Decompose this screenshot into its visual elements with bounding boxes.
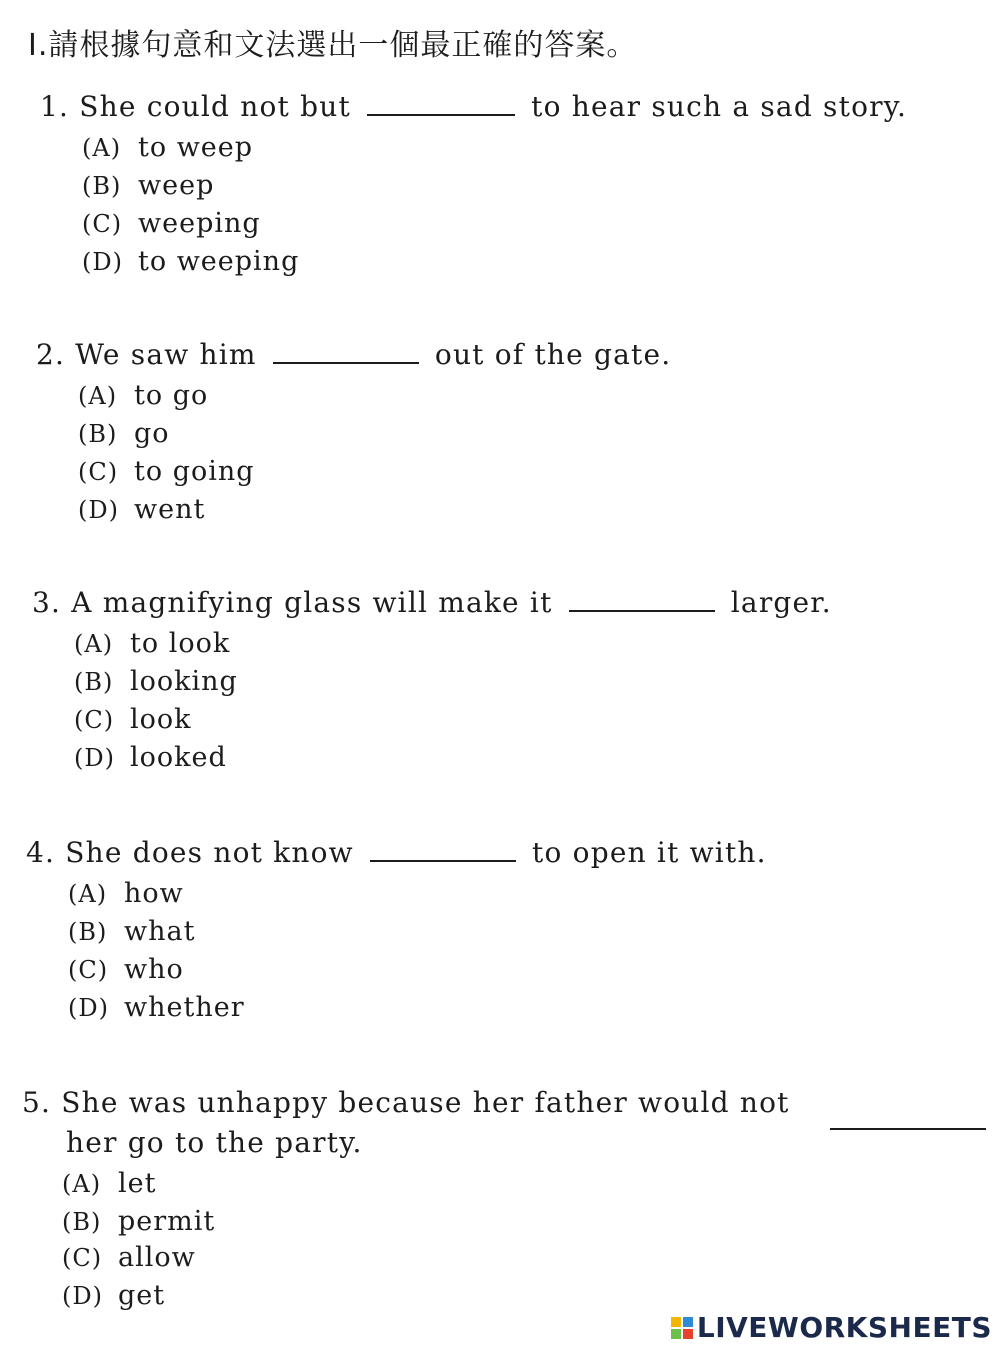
option-text: looking (130, 666, 238, 697)
question-5 (22, 1086, 790, 1119)
question-stem-after: her go to the party. (66, 1126, 363, 1159)
option-d[interactable] (62, 1280, 165, 1311)
question-stem-before: We saw him (75, 338, 257, 371)
option-c[interactable] (78, 456, 255, 487)
question-number: 4. (26, 836, 56, 869)
option-text: permit (118, 1206, 216, 1237)
option-letter: (B) (62, 1208, 102, 1236)
question-stem-before: A magnifying glass will make it (71, 586, 553, 619)
option-letter: (A) (74, 630, 114, 658)
option-a[interactable] (82, 132, 253, 163)
option-letter: (C) (78, 458, 119, 486)
option-letter: (D) (68, 994, 109, 1022)
answer-blank[interactable] (273, 344, 419, 364)
option-d[interactable] (78, 494, 205, 525)
option-letter: (D) (62, 1282, 103, 1310)
option-letter: (A) (82, 134, 122, 162)
answer-blank[interactable] (569, 592, 715, 612)
option-letter: (B) (78, 420, 118, 448)
question-4 (26, 836, 767, 869)
option-text: look (130, 704, 192, 735)
question-stem-before: She could not but (79, 90, 351, 123)
option-letter: (C) (62, 1244, 103, 1272)
liveworksheets-logo (671, 1311, 992, 1344)
question-number: 2. (36, 338, 66, 371)
option-b[interactable] (68, 916, 195, 947)
option-text: how (124, 878, 184, 909)
option-a[interactable] (68, 878, 184, 909)
option-d[interactable] (68, 992, 245, 1023)
question-2 (36, 338, 671, 371)
option-letter: (D) (82, 248, 123, 276)
option-text: allow (118, 1242, 196, 1273)
answer-blank[interactable] (367, 96, 515, 116)
option-text: weeping (138, 208, 261, 239)
question-stem-after: out of the gate. (434, 338, 672, 371)
option-text: to weep (138, 132, 254, 163)
option-text: whether (124, 992, 245, 1023)
option-text: let (118, 1168, 157, 1199)
option-text: to going (134, 456, 255, 487)
question-number: 1. (40, 90, 70, 123)
answer-blank[interactable] (830, 1128, 986, 1130)
option-a[interactable] (78, 380, 208, 411)
brand-name: LIVEWORKSHEETS (696, 1311, 992, 1344)
option-c[interactable] (68, 954, 184, 985)
question-stem-before: She does not know (65, 836, 354, 869)
question-stem-before: She was unhappy because her father would not (61, 1086, 790, 1119)
option-letter: (C) (68, 956, 109, 984)
option-text: who (124, 954, 184, 985)
option-b[interactable] (74, 666, 238, 697)
option-b[interactable] (62, 1206, 215, 1237)
question-number: 5. (22, 1086, 52, 1119)
option-text: went (134, 494, 206, 525)
option-letter: (A) (62, 1170, 102, 1198)
option-letter: (B) (82, 172, 122, 200)
option-b[interactable] (78, 418, 170, 449)
option-text: weep (138, 170, 215, 201)
option-letter: (C) (74, 706, 115, 734)
option-text: looked (130, 742, 227, 773)
option-text: get (118, 1280, 166, 1311)
question-3 (32, 586, 832, 619)
option-b[interactable] (82, 170, 214, 201)
logo-squares-icon (671, 1317, 693, 1339)
option-text: to go (134, 380, 209, 411)
option-letter: (C) (82, 210, 123, 238)
answer-blank[interactable] (370, 842, 516, 862)
option-text: to weeping (138, 246, 300, 277)
question-stem-after: to open it with. (532, 836, 767, 869)
option-text: go (134, 418, 170, 449)
option-letter: (B) (68, 918, 108, 946)
option-text: to look (130, 628, 231, 659)
option-letter: (D) (78, 496, 119, 524)
option-c[interactable] (62, 1242, 196, 1273)
option-d[interactable] (82, 246, 299, 277)
option-a[interactable] (74, 628, 230, 659)
option-letter: (B) (74, 668, 114, 696)
option-text: what (124, 916, 196, 947)
question-1 (40, 90, 907, 123)
option-letter: (A) (78, 382, 118, 410)
option-c[interactable] (74, 704, 192, 735)
option-d[interactable] (74, 742, 227, 773)
question-5-continued (66, 1126, 363, 1159)
option-a[interactable] (62, 1168, 156, 1199)
option-letter: (D) (74, 744, 115, 772)
option-c[interactable] (82, 208, 261, 239)
option-letter: (A) (68, 880, 108, 908)
question-number: 3. (32, 586, 62, 619)
section-heading: I.請根據句意和文法選出一個最正確的答案。 (28, 28, 638, 63)
question-stem-after: to hear such a sad story. (531, 90, 908, 123)
question-stem-after: larger. (730, 586, 832, 619)
